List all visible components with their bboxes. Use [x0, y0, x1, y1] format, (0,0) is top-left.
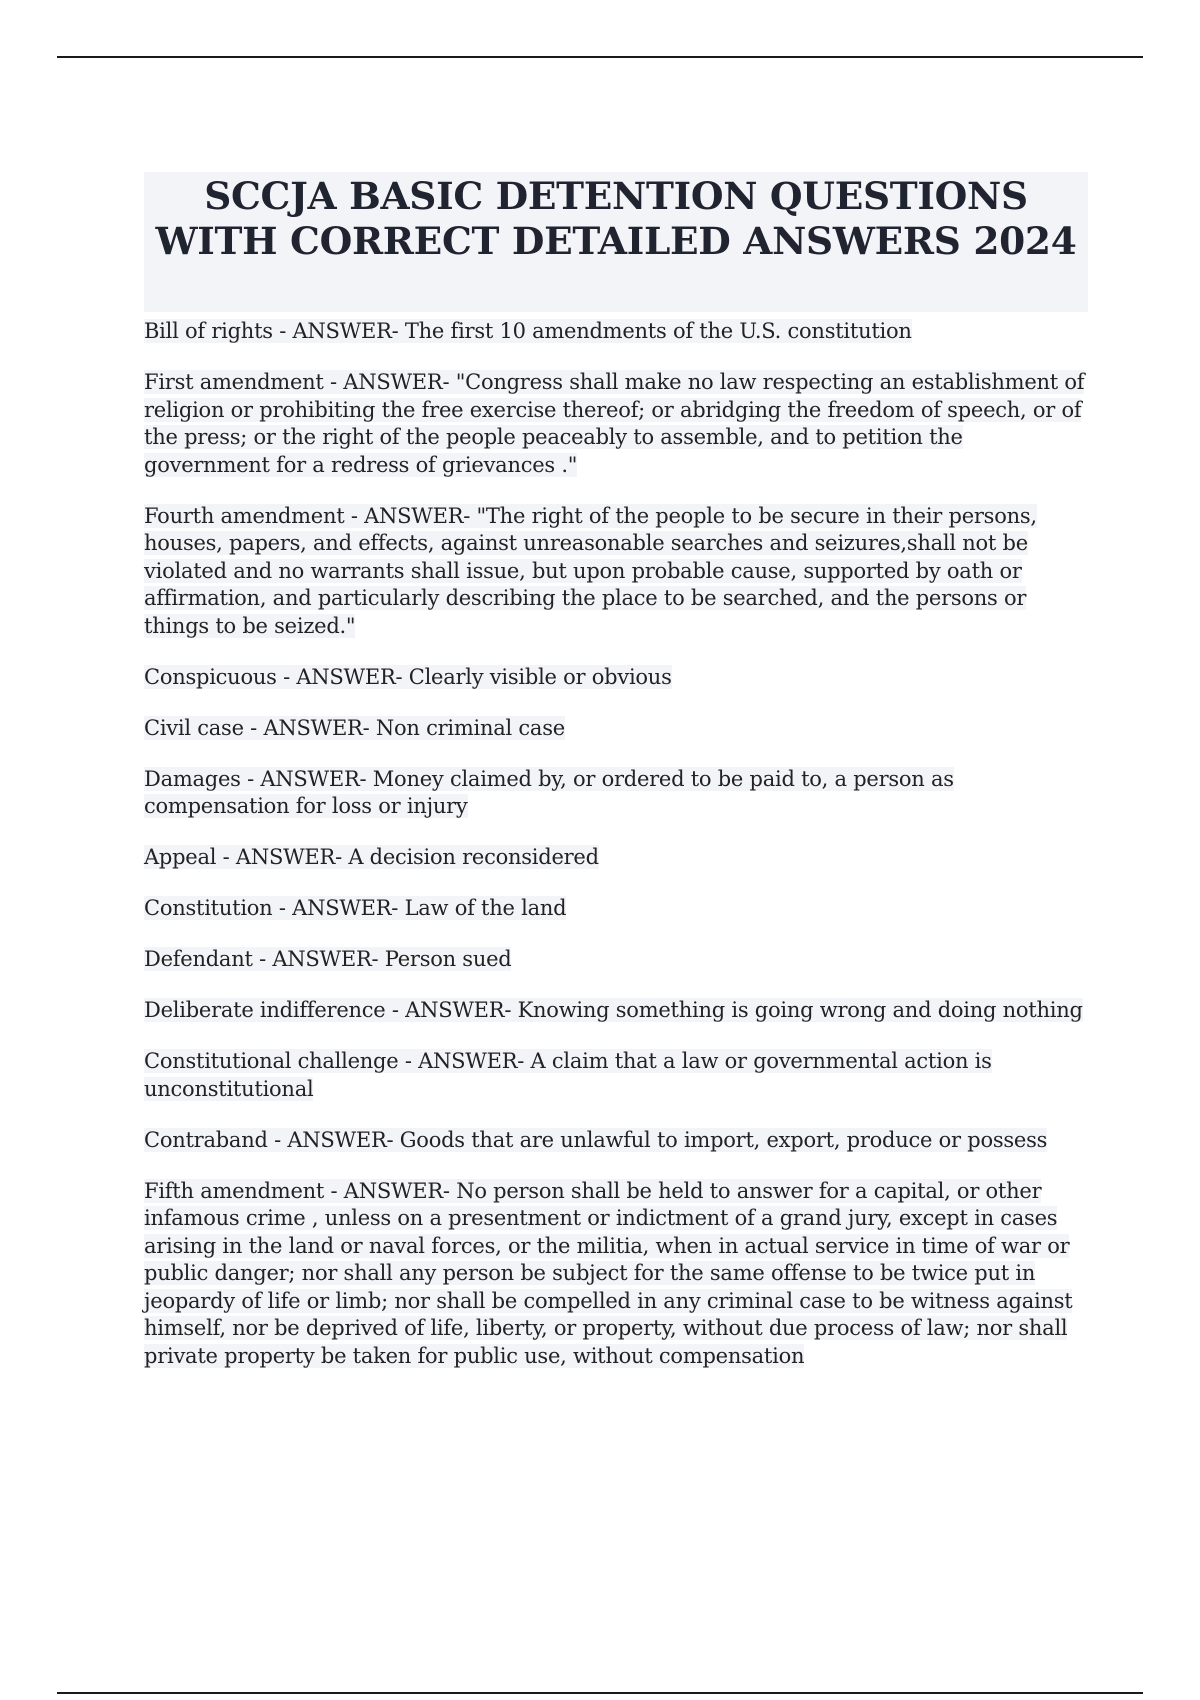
qa-entry-text: Constitutional challenge - ANSWER- A claim that a law or governmental action is unconstitutional — [144, 1049, 992, 1101]
qa-entry — [144, 1127, 1088, 1155]
qa-entry — [144, 1178, 1088, 1371]
qa-entry-text: Civil case - ANSWER- Non criminal case — [144, 715, 565, 740]
qa-entry — [144, 1048, 1088, 1103]
qa-entry-text: Bill of rights - ANSWER- The first 10 amendments of the U.S. constitution — [144, 319, 912, 343]
qa-entry-text: Contraband - ANSWER- Goods that are unlawful to import, export, produce or possess — [144, 1127, 1048, 1152]
qa-entry-text: Fourth amendment - ANSWER- "The right of the people to be secure in their persons, houses, papers, and effects, against unreasonable searches and seizures,shall not be violated and no warrants shall issue, but upon probable cause, supported by oath or affirmation, and particularly describing the place to be searched, and the persons or things to be seized." — [144, 503, 1037, 638]
document-title: SCCJA BASIC DETENTION QUESTIONS WITH CORRECT DETAILED ANSWERS 2024 — [144, 172, 1088, 312]
qa-entry — [144, 895, 1088, 923]
qa-entry — [144, 844, 1088, 872]
qa-entry — [144, 664, 1088, 692]
document-body — [144, 172, 1088, 1394]
qa-entry-text: Conspicuous - ANSWER- Clearly visible or obvious — [144, 664, 672, 689]
qa-entry — [144, 946, 1088, 974]
qa-entry-text: Fifth amendment - ANSWER- No person shall be held to answer for a capital, or other infamous crime , unless on a presentment or indictment of a grand jury, except in cases arising in the land or naval forces, or the militia, when in actual service in time of war or public danger; nor shall any person be subject for the same offense to be twice put in jeopardy of life or limb; nor shall be compelled in any criminal case to be witness against himself, nor be deprived of life, liberty, or property, without due process of law; nor shall private property be taken for public use, without compensation — [144, 1178, 1073, 1368]
qa-entry — [144, 318, 1088, 346]
qa-entry — [144, 503, 1088, 641]
qa-entry-text: Deliberate indifference - ANSWER- Knowing something is going wrong and doing nothing — [144, 998, 1083, 1022]
qa-entry — [144, 369, 1088, 479]
qa-entry-text: Appeal - ANSWER- A decision reconsidered — [144, 845, 599, 869]
qa-entry-text: Defendant - ANSWER- Person sued — [144, 947, 512, 971]
qa-entry — [144, 997, 1088, 1025]
qa-entry-text: Constitution - ANSWER- Law of the land — [144, 896, 567, 920]
top-rule — [57, 56, 1143, 58]
qa-entry — [144, 766, 1088, 821]
bottom-rule — [57, 1692, 1143, 1694]
qa-entry — [144, 715, 1088, 743]
qa-entry-text: Damages - ANSWER- Money claimed by, or ordered to be paid to, a person as compensation for loss or injury — [144, 766, 954, 818]
qa-list — [144, 318, 1088, 1370]
qa-entry-text: First amendment - ANSWER- "Congress shall make no law respecting an establishment of religion or prohibiting the free exercise thereof; or abridging the freedom of speech, or of the press; or the right of the people peaceably to assemble, and to petition the government for a redress of grievances ." — [144, 370, 1085, 477]
